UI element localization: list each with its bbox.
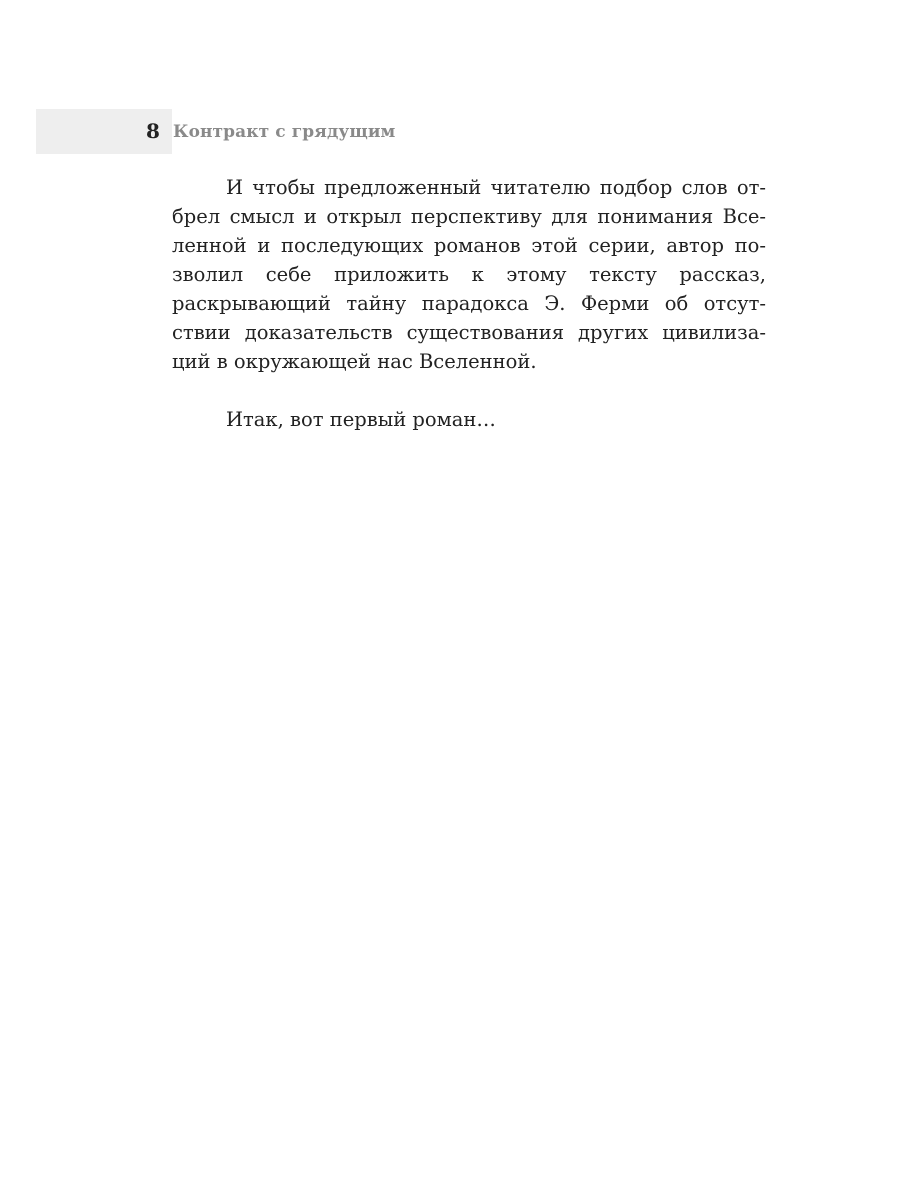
- body-text: [172, 173, 766, 434]
- running-title: Контракт с грядущим: [173, 122, 396, 142]
- paragraph: [172, 405, 766, 434]
- paragraph: [172, 173, 766, 376]
- page-number: 8: [146, 119, 160, 143]
- text-line: Итак, вот первый роман…: [226, 408, 496, 431]
- text-line: ствии доказательств существования других цивилиза-: [172, 321, 766, 344]
- paragraph-gap: [172, 376, 766, 405]
- text-line: ций в окружающей нас Вселенной.: [172, 350, 537, 373]
- text-line: И чтобы предложенный читателю подбор слов от-: [226, 176, 766, 199]
- text-line: зволил себе приложить к этому тексту рассказ,: [172, 263, 766, 286]
- text-line: раскрывающий тайну парадокса Э. Ферми об отсут-: [172, 292, 766, 315]
- text-line: ленной и последующих романов этой серии, автор по-: [172, 234, 766, 257]
- text-line: брел смысл и открыл перспективу для понимания Все-: [172, 205, 766, 228]
